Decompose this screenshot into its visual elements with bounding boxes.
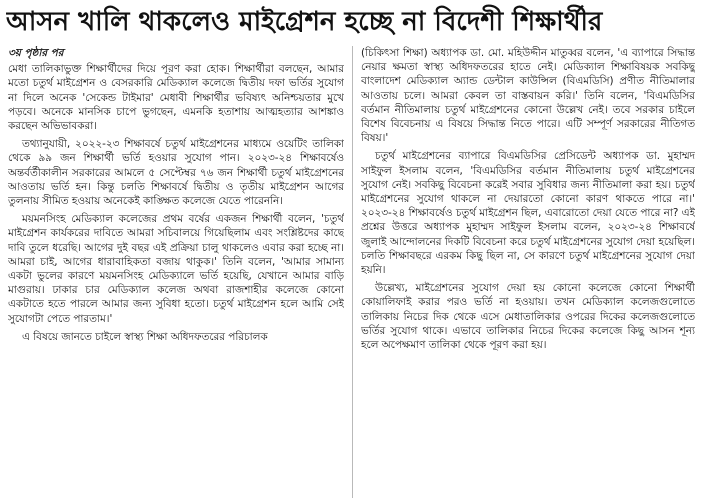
column-divider — [352, 46, 353, 498]
paragraph: চতুর্থ মাইগ্রেশনের ব্যাপারে বিএমডিসির প্রেসিডেন্ট অধ্যাপক ডা. মুহাম্মদ সাইফুল ইসলাম বলেন, 'বিএমডিসির বর্তমান নীতিমালায় চতুর্থ মাইগ্রেশনের সুযোগ নেই। সবকিছু বিবেচনা করেই সবার সুবিধার জন্য নীতিমালা করা হয়। চতুর্থ মাইগ্রেশনের সুযোগ থাকলে না দেয়ারতো কোনো কারণ থাকতে পারে না।' ২০২৩-২৪ শিক্ষাবর্ষেও চতুর্থ মাইগ্রেশন ছিল, এবারোতো দেয়া যেতে পারে না? এই প্রশ্নের উত্তরে অধ্যাপক মুহাম্মদ সাইফুল ইসলাম বলেন, ২০২৩-২৪ শিক্ষাবর্ষে জুলাই আন্দোলনের দিকটি বিবেচনা করে চতুর্থ মাইগ্রেশনের সুযোগ দেয়া হয়েছিল। চলতি শিক্ষাবছরে এরকম কিছু ছিল না, সে কারণে চতুর্থ মাইগ্রেশনের সুযোগ দেয়া হয়নি। — [361, 150, 695, 277]
right-column — [361, 46, 695, 498]
paragraph: মেধা তালিকাভুক্ত শিক্ষার্থীদের দিয়ে পূরণ করা হোক। শিক্ষার্থীরা বলছেন, আমার মতো চতুর্থ মাইগ্রেশন ও বেসরকারি মেডিক্যাল কলেজে দ্বিতীয় দফা ভর্তির সুযোগ না দিলে অনেক 'সেকেন্ড টাইমার' মেধাবী শিক্ষার্থীর ভবিষ্যৎ অনিশ্চয়তার মুখে পড়বে। অনেকে মানসিক চাপে ভুগছেন, এমনকি হতাশায় আত্মহত্যার আশঙ্কাও করছেন অভিভাবকরা। — [8, 63, 344, 133]
paragraph: এ বিষয়ে জানতে চাইলে স্বাস্থ্য শিক্ষা অধিদফতরের পরিচালক — [22, 330, 268, 343]
headline: আসন খালি থাকলেও মাইগ্রেশন হচ্ছে না বিদেশী শিক্ষার্থীর — [6, 7, 603, 37]
paragraph: তথ্যানুযায়ী, ২০২২-২৩ শিক্ষাবর্ষে চতুর্থ মাইগ্রেশনের মাধ্যমে ওয়েটিং তালিকা থেকে ৯৯ জন শিক্ষার্থী ভর্তি হওয়ার সুযোগ পান। ২০২৩-২৪ শিক্ষাবর্ষেও অন্তর্বর্তীকালীন সরকারের আমলে ৫ সেপ্টেম্বর ৭৬ জন শিক্ষার্থী চতুর্থ মাইগ্রেশনের আওতায় ভর্তি হন। কিন্তু চলতি শিক্ষাবর্ষে দ্বিতীয় ও তৃতীয় মাইগ্রেশন আগের তুলনায় সীমিত হওয়ায় অনেকেই কাঙ্ক্ষিত কলেজে যেতে পারেননি। — [8, 138, 344, 208]
paragraph: উল্লেখ্য, মাইগ্রেশনের সুযোগ দেয়া হয় কোনো কলেজে কোনো শিক্ষার্থী কোয়ালিফাই করার পরও ভর্তি না হওয়ায়। তখন মেডিক্যাল কলেজগুলোতে তালিকায় নিচের দিক থেকে এসে মেধাতালিকার ওপরের দিকের কলেজগুলোতে ভর্তির সুযোগ থাকে। এভাবে তালিকার নিচের দিকের কলেজে কিছু আসন শূন্য হলে অপেক্ষমাণ তালিকা থেকে পূরণ করা হয়। — [361, 282, 695, 352]
continuation-label: ৩য় পৃষ্ঠার পর — [8, 47, 64, 59]
left-column — [8, 46, 344, 498]
paragraph: ময়মনসিংহ মেডিক্যাল কলেজের প্রথম বর্ষের একজন শিক্ষার্থী বলেন, 'চতুর্থ মাইগ্রেশন কার্যকরের দাবিতে আমরা সচিবালয়ে গিয়েছিলাম এবং সংশ্লিষ্টদের কাছে দাবি তুলে ধরেছি। আগের দুই বছর এই প্রক্রিয়া চালু থাকলেও এবার করা হচ্ছে না। আমরা চাই, আগের ধারাবাহিকতা বজায় থাকুক।' তিনি বলেন, 'আমার সামান্য একটা ভুলের কারণে ময়মনসিংহ মেডিক্যালে ভর্তি হয়েছি, যেখানে আমার বাড়ি মাগুরায়। ঢাকার চার মেডিক্যাল কলেজ অথবা রাজশাহীর কলেজে কোনো একটাতে হতে পারলে আমার জন্য সুবিধা হতো। চতুর্থ মাইগ্রেশন হলে আমি সেই সুযোগটা পেতে পারতাম।' — [8, 213, 344, 325]
paragraph: (চিকিৎসা শিক্ষা) অধ্যাপক ডা. মো. মহিউদ্দীন মাতুব্বর বলেন, 'এ ব্যাপারে সিদ্ধান্ত নেয়ার ক্ষমতা স্বাস্থ্য অধিদফতরের হাতে নেই। মেডিক্যাল শিক্ষাবিষয়ক সবকিছু বাংলাদেশ মেডিক্যাল অ্যান্ড ডেন্টাল কাউন্সিল (বিএমডিসি) প্রণীত নীতিমালার আওতায় চলে। আমরা কেবল তা বাস্তবায়ন করি।' তিনি বলেন, 'বিএমডিসির বর্তমান নীতিমালায় চতুর্থ মাইগ্রেশনের কোনো উল্লেখ নেই। তবে সরকার চাইলে বিশেষ বিবেচনায় এ বিষয়ে সিদ্ধান্ত নিতে পারে। এটি সম্পূর্ণ সরকারের নীতিগত বিষয়।' — [361, 47, 695, 145]
